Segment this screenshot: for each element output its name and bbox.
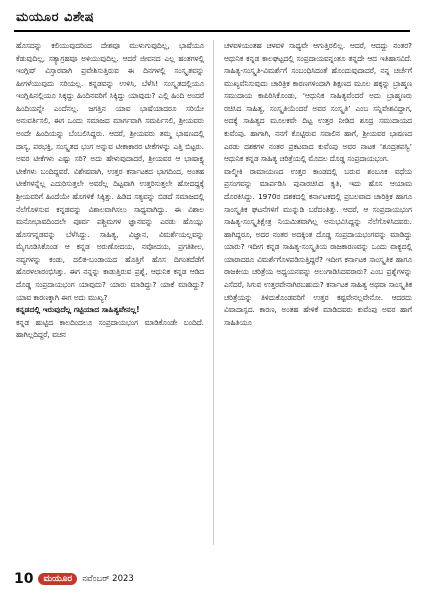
section-header [14, 8, 410, 32]
body-paragraph: ಚಳವಳಿಯಂತಹ ಚಳವಳಿ ಸಾಧ್ಯವೇ ಆಗುತ್ತಿರಲಿಲ್ಲ. ಆದರೆ, ಆದದ್ದು ನಂತರ? ಆಧುನಿಕ ಕನ್ನಡ ಕಾಲಘಟ್ಟದಲ್ಲಿ ಸಂಪ್ರದಾಯವನ್ನಂತೂ ತನ್ನದೇ ಆದ ಇತಿಹಾಸವಿದೆ. ಸಾಹಿತ್ಯ-ಸಂಸ್ಕೃತಿ-ವಿಮರ್ಶೆಗೆ ಸಂಬಂಧಿಸಿದಂತೆ ಹೊಂದುವುದಾದರೆ, ನನ್ನ ಚರ್ಚೆಗೆ ಮುಖ್ಯವೆನಿಸುವುದು ಚಾರಿತ್ರಿಕ ಕಾರಣಗಳಿಂದಾಗಿ ಶಿಕ್ಷಣದ ಮೂಲ ಹಕ್ಕನ್ನು ಬ್ರಾಹ್ಮಣ ಸಮುದಾಯ ಕಾಪಿರಿಸಿಕೊಂಡು, ‘ಆಧುನಿಕ ಸಾಹಿತ್ಯವೆಂದರೆ ಅದು ಬ್ರಾಹ್ಮಣರು ರಚಿಸಿದ ಸಾಹಿತ್ಯ, ಸಂಸ್ಕೃತಿಯೆಂದರೆ ಅವರ ಸಂಸ್ಕೃತಿ’ ಎಂಬ ಸನ್ನಿವೇಶವಿದ್ದಾಗ, ಅದಕ್ಕೆ ಸಾಹಿತ್ಯದ ಮೂಲಕವೇ ದಿಟ್ಟ ಉತ್ತರ ನೀಡಿದ ಶೂದ್ರ ಸಮುದಾಯದ ಕುವೆಂಪು. ಹಾಗಾಗಿ, ನನಗೆ ಕೊಟ್ಟಿರುವ ಸವಾಲಿನ ಹಾಗೆ, ಶ್ರೀಯವರ ಭಾಷಣದ ಎರಡು ದಶಕಗಳ ನಂತರ ಪ್ರಕಟವಾದ ಕುವೆಂಪು ಅವರ ನಾಟಕ ‘ಶೂದ್ರತಪಸ್ವಿ’ ಆಧುನಿಕ ಕನ್ನಡ ಸಾಹಿತ್ಯ ಚರಿತ್ರೆಯಲ್ಲಿ ಮೊದಲ ದೊಡ್ಡ ಸಂಪ್ರದಾಯಭಂಗ. [224, 41, 412, 164]
body-paragraph: ಕನ್ನಡ ಹುಟ್ಟಿದ ಕಾಲದಿಂದಲೂ ಸಂಪ್ರದಾಯಭಂಗ ಮಾಡಿಕೊಂಡೇ ಬಂದಿದೆ. ಹಾಗಿಲ್ಲದಿದ್ದರೆ, ವಚನ [16, 317, 204, 340]
subheading: ಕನ್ನಡದಲ್ಲಿ ಇರುವುದೆಲ್ಲ ಗಟ್ಟಿಯಾದ ಸಾಹಿತ್ಯವೇನಲ್ಲ! [16, 305, 140, 315]
body-paragraph: ಹೊಸದನ್ನು ಕಲಿಯುವುದರಿಂದ ದೇಶವೂ ಮುಳುಗುವುದಿಲ್ಲ, ಭಾಷೆಯೂ ಕೆಡುವುದಿಲ್ಲ, ಸತ್ಯಾಗ್ರಹವೂ ಅಳಿಯುವುದಿಲ್ಲ. ಆದರೆ ಜೀವನದ ಎಲ್ಲ ಹಂತಗಳಲ್ಲಿ ಇಂಗ್ಲಿಷ್ ವಿಸ್ತಾರವಾಗಿ ಪ್ರವೇಶಿಸುತ್ತಿರುವ ಈ ದಿನಗಳಲ್ಲಿ ಸಂಸ್ಕೃತವನ್ನು ಹೀಗಳೆಯುವುದು ಸರಿಯಲ್ಲ. ಕನ್ನಡವನ್ನು ಉಳಿಸಿ, ಬೆಳೆಸಿ! ಸಂಸ್ಕೃತದಲ್ಲಿಯೂ ಇಂಗ್ಲಿಷಿನಲ್ಲಿಯೂ ಸಿಕ್ಕದ್ದು ಹಿಂದಿನವರಿಗೆ ಸಿಕ್ಕಿದ್ದು ಯಾವುದು? ಎಲ್ಲಿ ಹಿಂದಿ ಅಂದರೆ ಹಿಂದಿಯನ್ನೇ ಎಂದೆನಲ್ಲ. ಜಗತ್ತಿನ ಯಾವ ಭಾಷೆಯಾದರೂ ಸರಿಯೇ ಅನುವರ್ತಿಸಲಿ, ಈಗ ಒಂದು ಸಮಾಜದ ಮಾರ್ಗವಾಗಿ ಸಮರ್ಪಿಸಲಿ, ಶ್ರೀಯವರು ಅಂದೇ ಹಿಂದಿಯನ್ನು ಬೆಂಬಲಿಸಿದ್ದರು. ಆದರೆ, ಶ್ರೀಯವರು ತಮ್ಮ ಭಾಷಣದಲ್ಲಿ ದಾಸ್ಯ, ಪರಭಕ್ತಿ, ಸಂಸ್ಕೃತದ ಭಂಗ ಅನ್ನುವ ಟೀಕಾಕಾರರ ಟೀಕೆಗಳನ್ನು ಎತ್ತಿ ಬಿಟ್ಟರು. ಅವರ ಟೀಕೆಗಳು ಎಷ್ಟು ಸರಿ? ಅದು ಹೇಳುವುದಾದರೆ, ಶ್ರೀಯವರ ಆ ಭಾಷಾಕ್ತ್ಯ ಟೀಕೆಗಳು ಬಂದಿದ್ದವರೆ. ವಿಶೇಷವಾಗಿ, ಉತ್ತರ ಕರ್ನಾಟಕದ ಭಾಗದಿಂದ, ಅಂತಹ ಟೀಕೆಗಳನ್ನೆಲ್ಲ ಎದುರಿಸುತ್ತಲೇ ಅವರೆಲ್ಲ ದಿಟ್ಟವಾಗಿ ಉತ್ತರಿಸುತ್ತಲೇ ಹೋದದ್ದಕ್ಕೆ ಶ್ರೀಯವರಿಗೆ ಹಿಂದೆಯೇ ಹೊಗಳಿಕೆ ಸಿಕ್ಕಿತ್ತು. ಹಿಡಿದ ಸತ್ಯವನ್ನು ಬಿಡದೆ ಸಮಾಜದಲ್ಲಿ ನೆಲೆಗೊಳಿಸುವ ಕನ್ನಡವನ್ನು ವಿಶಾಲವಾಗಿಸಲು ಸಾಧ್ಯವಾಗಿದ್ದು. ಈ ವಿಶಾಲ ಮನೋಭಾವದಿಂದಲೇ ಪೂರ್ವ ಪಶ್ಚಿಮಗಳ ಜ್ಞಾನವನ್ನು ಎರಡು ಹೊಯ್ಲು ಹೊಸಗನ್ನಡವನ್ನು ಬೆಳೆಸಿದ್ದು. ಸಾಹಿತ್ಯ, ವಿಜ್ಞಾನ, ವಿಮರ್ಶೆಯಲ್ಲವನ್ನು ಮೈಗೂಡಿಸಿಕೊಂಡ ಆ ಕನ್ನಡ ಅರುಣೋದಯ, ನವೋದಯ, ಪ್ರಗತಿಶೀಲ, ನವ್ಯಗಳನ್ನು ಕಂಡು, ದಲಿತ-ಬಂಡಾಯದ ಹೊತ್ತಿಗೆ ಹೊಸ ದಿಗಂತದೆಡೆಗೆ ಹೊರಳಲಾರಂಭಿಸಿತ್ತು. ಈಗ ನನ್ನನ್ನು ಕಾಡುತ್ತಿರುವ ಪ್ರಶ್ನೆ, ಆಧುನಿಕ ಕನ್ನಡ ಆಡಿದ ದೊಡ್ಡ ಸಂಪ್ರದಾಯಭಂಗ ಯಾವುದು? ಯಾರು ಮಾಡಿದ್ದು? ಯಾಕೆ ಮಾಡಿದ್ದು? ಯಾವ ಕಾರಣಕ್ಕಾಗಿ ಈಗ ಅದು ಮುಖ್ಯ? [16, 41, 204, 302]
column-divider [213, 40, 214, 545]
left-column [16, 40, 204, 545]
body-paragraph: ವಾಲ್ಮೀಕಿ ರಾಮಾಯಣದ ಉತ್ತರ ಕಾಂಡದಲ್ಲಿ ಬರುವ ಶಂಬೂಕ ವಧೆಯ ಪ್ರಸಂಗವನ್ನು ಮಾರ್ಪಡಿಸಿ ಪುನಾರಚಿಸಿದ ಕೃತಿ, ಇದು ಹೊಸ ಆಯಾಮ ದೊರಕಿಸಿದ್ದು. 1970ರ ದಶಕದಲ್ಲಿ ಕರ್ನಾಟಕದಲ್ಲಿ ಪ್ರಬಲವಾದ ಚಾರಿತ್ರಿಕ ಹಾಗೂ ಸಾಂಸ್ಕೃತಿಕ ಘಟನೆಗಳಿಗೆ ಮುನ್ನುಡಿ ಬರೆದಂತಿತ್ತು. ಆದರೆ, ಆ ಸಂಪ್ರದಾಯಭಂಗ ಸಾಹಿತ್ಯ-ಸಂಸ್ಕೃತಿಕ್ಷೇತ್ರ ನಿಯಮಿತವಾಗಿಲ್ಲ ಅನುಭವಿಸಿದ್ದನ್ನು ನೆಲೆಗೊಳಿಸಿದವರು. ಹಾಗಿದ್ದರೂ, ಅದರ ನಂತರ ಅದಕ್ಕಿಂತ ದೊಡ್ಡ ಸಂಪ್ರದಾಯಭಂಗವನ್ನು ಮಾಡಿದ್ದು ಯಾರು? ಇದೀಗ ಕನ್ನಡ ಸಾಹಿತ್ಯ-ಸಂಸ್ಕೃತಿಯ ರಾಜಕಾರಣವನ್ನು ಒಂದು ವಾಕ್ಯದಲ್ಲಿ ಯಾರಾದರೂ ವಿಮರ್ಶೆಗೊಳಪಡಿಸುತ್ತಿದ್ದರೆ? ಇದೀಗ ಕರ್ನಾಟಕ ಸಾಂಸ್ಕೃತಿಕ ಹಾಗೂ ರಾಜಕೀಯ ಚರಿತ್ರೆಯ ಅಧ್ಯಯನವನ್ನು ಅಲುಗಾಡಿಸಿದವರಾರು? ಎಂಬ ಪ್ರಶ್ನೆಗಳನ್ನು ಎಸೆದರೆ, ಸಿಗುವ ಉತ್ತರವೇನಾಗಿರಬಹುದು? ಕರ್ನಾಟಕ ಸಾಹಿತ್ಯ ಅಥವಾ ಸಾಂಸ್ಕೃತಿಕ ಚರಿತ್ರೆಯನ್ನು ತಿಳಿದುಕೊಂಡವರಿಗೆ ಉತ್ತರ ಕಷ್ಟವೇನಲ್ಲವೇನೋ. ಆದರದು ವಿವಾದಾಸ್ಪದ. ಕಾರಣ, ಅಂತಹ ಹೇಳಿಕೆ ಮಾಡಿದವರು ಕುವೆಂಪು ಅವರ ಹಾಗೆ ಸಾಹಿತಿಯೂ [224, 166, 412, 327]
page-number: 10 [14, 571, 34, 587]
magazine-logo: ಮಯೂರ [38, 573, 77, 585]
issue-date: ನವೆಂಬರ್ 2023 [82, 574, 134, 584]
right-column [224, 40, 412, 545]
page-footer [14, 571, 134, 587]
section-title: ಮಯೂರ ವಿಶೇಷ [16, 10, 95, 25]
